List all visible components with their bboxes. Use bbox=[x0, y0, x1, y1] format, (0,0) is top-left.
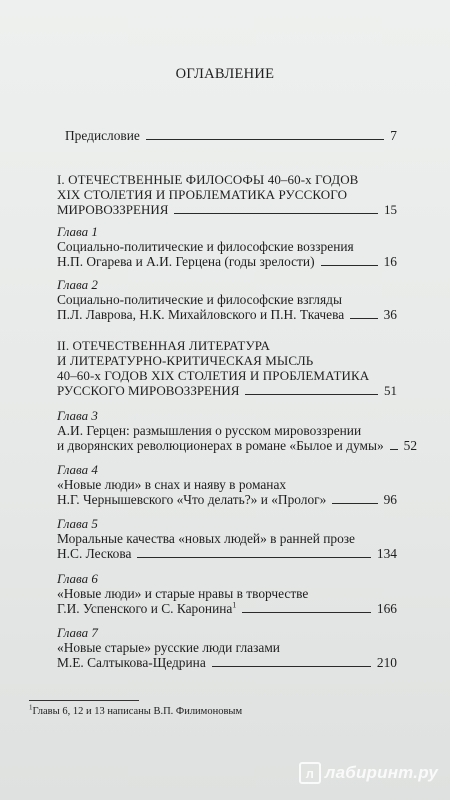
page-number: 96 bbox=[383, 492, 397, 507]
chapter-label: Глава 7 bbox=[57, 625, 98, 640]
chapter-label: Глава 1 bbox=[57, 224, 98, 239]
leader-line bbox=[390, 449, 398, 450]
page-number: 210 bbox=[376, 655, 397, 670]
toc-chapter-4[interactable] bbox=[57, 462, 397, 507]
chapter-title-line: Социально-политические и философские взгляды bbox=[57, 292, 342, 307]
watermark-text: лабиринт.ру bbox=[324, 763, 438, 782]
chapter-title-line: А.И. Герцен: размышления о русском мировоззрении bbox=[57, 423, 362, 438]
chapter-title-line bbox=[57, 601, 236, 616]
toc-chapter-5[interactable] bbox=[57, 516, 397, 561]
labirint-logo-icon: л bbox=[299, 762, 321, 784]
leader-line bbox=[146, 139, 384, 140]
footnote-text: Главы 6, 12 и 13 написаны В.П. Филимоновым bbox=[32, 706, 243, 717]
toc-entry-preface[interactable] bbox=[57, 128, 397, 143]
toc-part-1[interactable] bbox=[57, 172, 397, 217]
footnote bbox=[29, 703, 243, 717]
toc-title: ОГЛАВЛЕНИЕ bbox=[175, 66, 275, 82]
page-number: 16 bbox=[383, 254, 397, 269]
chapter-label: Глава 6 bbox=[57, 571, 98, 586]
part-heading-line: МИРОВОЗЗРЕНИЯ bbox=[57, 202, 169, 217]
toc-chapter-6[interactable] bbox=[57, 571, 397, 616]
page-number: 15 bbox=[384, 202, 397, 217]
toc-chapter-3[interactable] bbox=[57, 408, 418, 453]
footnote-marker[interactable]: 1 bbox=[232, 600, 237, 610]
chapter-title-line: «Новые люди» в снах и наяву в романах bbox=[57, 477, 287, 492]
watermark bbox=[299, 762, 438, 784]
part-heading-line: И ЛИТЕРАТУРНО-КРИТИЧЕСКАЯ МЫСЛЬ bbox=[57, 353, 314, 368]
chapter-title-line: Н.С. Лескова bbox=[57, 546, 132, 561]
leader-line bbox=[245, 394, 378, 395]
chapter-title-line: «Новые люди» и старые нравы в творчестве bbox=[57, 586, 309, 601]
page-number: 36 bbox=[383, 307, 397, 322]
chapter-title-line: М.Е. Салтыкова-Щедрина bbox=[57, 655, 206, 670]
footnote-divider bbox=[29, 700, 139, 701]
chapter-title-line: Моральные качества «новых людей» в ранней прозе bbox=[57, 531, 355, 546]
footnote-number: 1 bbox=[29, 703, 33, 712]
chapter-title-line: Н.Г. Чернышевского «Что делать?» и «Пролог» bbox=[57, 492, 327, 507]
toc-chapter-2[interactable] bbox=[57, 277, 397, 322]
part-heading-line: I. ОТЕЧЕСТВЕННЫЕ ФИЛОСОФЫ 40–60-х ГОДОВ bbox=[57, 172, 359, 187]
page-number: 166 bbox=[376, 601, 397, 616]
leader-line bbox=[137, 557, 370, 558]
leader-line bbox=[321, 265, 378, 266]
chapter-title-line: «Новые старые» русские люди глазами bbox=[57, 640, 280, 655]
chapter-label: Глава 4 bbox=[57, 462, 98, 477]
page-number: 7 bbox=[390, 128, 397, 143]
toc-entry-label: Предисловие bbox=[65, 128, 140, 143]
page-number: 52 bbox=[403, 438, 418, 453]
toc-chapter-7[interactable] bbox=[57, 625, 397, 670]
page-number: 51 bbox=[384, 383, 397, 398]
part-heading-line: РУССКОГО МИРОВОЗЗРЕНИЯ bbox=[57, 383, 240, 398]
part-heading-line: XIX СТОЛЕТИЯ И ПРОБЛЕМАТИКА РУССКОГО bbox=[57, 187, 348, 202]
leader-line bbox=[242, 612, 371, 613]
page-number: 134 bbox=[376, 546, 397, 561]
chapter-title-line: Н.П. Огарева и А.И. Герцена (годы зрелости) bbox=[57, 254, 315, 269]
leader-line bbox=[212, 666, 371, 667]
chapter-title-line: и дворянских революционерах в романе «Былое и думы» bbox=[57, 438, 384, 453]
leader-line bbox=[332, 503, 377, 504]
toc-part-2[interactable] bbox=[57, 338, 397, 398]
part-heading-line: 40–60-х ГОДОВ XIX СТОЛЕТИЯ И ПРОБЛЕМАТИКА bbox=[57, 368, 370, 383]
chapter-title-line: Социально-политические и философские воззрения bbox=[57, 239, 354, 254]
leader-line bbox=[174, 213, 378, 214]
chapter-title-text: Г.И. Успенского и С. Каронина bbox=[57, 601, 233, 616]
chapter-title-line: П.Л. Лаврова, Н.К. Михайловского и П.Н. Ткачева bbox=[57, 307, 345, 322]
toc-chapter-1[interactable] bbox=[57, 224, 397, 269]
part-heading-line: II. ОТЕЧЕСТВЕННАЯ ЛИТЕРАТУРА bbox=[57, 338, 270, 353]
leader-line bbox=[350, 318, 377, 319]
chapter-label: Глава 2 bbox=[57, 277, 98, 292]
chapter-label: Глава 3 bbox=[57, 408, 98, 423]
chapter-label: Глава 5 bbox=[57, 516, 98, 531]
